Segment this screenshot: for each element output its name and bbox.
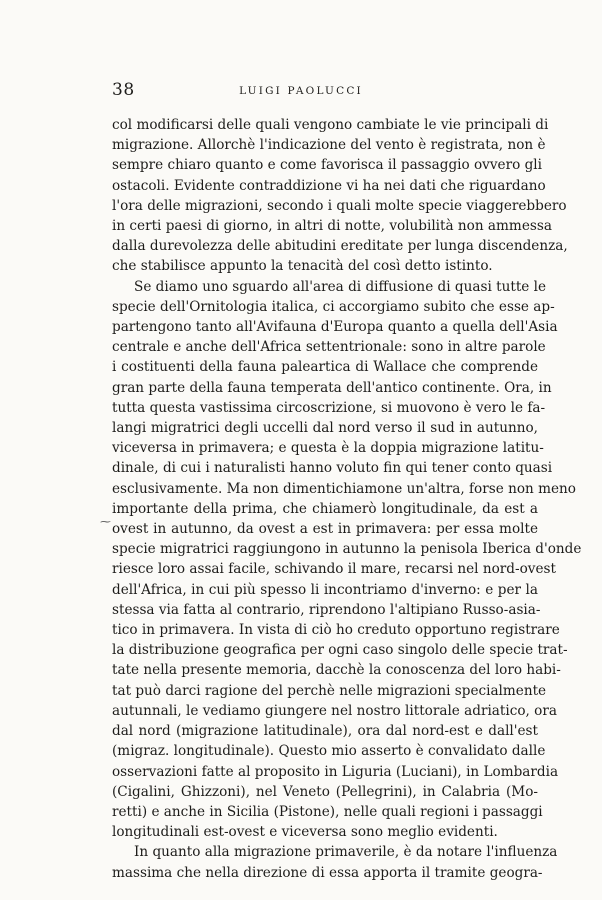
text-line: tutta questa vastissima circoscrizione, si muovono è vero le fa-: [112, 399, 546, 416]
text-line: massima che nella direzione di essa apporta il tramite geogra-: [112, 864, 543, 881]
text-line: retti) e anche in Sicilia (Pistone), nelle quali regioni i passaggi: [112, 803, 543, 820]
text-line: Se diamo uno sguardo all'area di diffusione di quasi tutte le: [134, 278, 547, 295]
text-line: autunnali, le vediamo giungere nel nostro littorale adriatico, ora: [112, 702, 557, 719]
text-line: sempre chiaro quanto e come favorisca il passaggio ovvero gli: [112, 157, 542, 174]
text-line: specie migratrici raggiungono in autunno la penisola Iberica d'onde: [112, 541, 582, 558]
text-line: centrale e anche dell'Africa settentrionale: sono in altre parole: [112, 339, 546, 356]
text-line: la distribuzione geografica per ogni caso singolo delle specie trat-: [112, 642, 568, 659]
text-line: osservazioni fatte al proposito in Liguria (Luciani), in Lombardia: [112, 763, 559, 780]
text-line: che stabilisce appunto la tenacità del così detto istinto.: [112, 258, 493, 275]
text-line: tate nella presente memoria, dacchè la conoscenza del loro habi-: [112, 662, 561, 679]
text-line: (migraz. longitudinale). Questo mio asserto è convalidato dalle: [112, 743, 546, 760]
margin-mark: ⁓: [100, 515, 111, 528]
text-line: dell'Africa, in cui più spesso li incontriamo d'inverno: e per la: [112, 581, 538, 598]
text-line: tico in primavera. In vista di ciò ho creduto opportuno registrare: [112, 622, 560, 639]
running-head: LUIGI PAOLUCCI: [239, 85, 363, 97]
text-line: i costituenti della fauna paleartica di Wallace che comprende: [112, 359, 538, 376]
text-line: partengono tanto all'Avifauna d'Europa quanto a quella dell'Asia: [112, 319, 558, 336]
text-line: migrazione. Allorchè l'indicazione del vento è registrata, non è: [112, 137, 546, 154]
text-line: dalla durevolezza delle abitudini ereditate per lunga discendenza,: [112, 238, 568, 255]
text-line: riesce loro assai facile, schivando il mare, recarsi nel nord-ovest: [112, 561, 556, 578]
text-line: in certi paesi di giorno, in altri di notte, volubilità non ammessa: [112, 218, 552, 235]
text-line: specie dell'Ornitologia italica, ci accorgiamo subito che esse ap-: [112, 298, 555, 315]
text-line: importante della prima, che chiamerò longitudinale, da est a: [112, 500, 538, 517]
text-line: stessa via fatta al contrario, riprendono l'altipiano Russo-asia-: [112, 601, 541, 618]
text-line: viceversa in primavera; e questa è la doppia migrazione latitu-: [112, 440, 544, 457]
text-line: tat può darci ragione del perchè nelle migrazioni specialmente: [112, 682, 547, 699]
text-line: langi migratrici degli uccelli dal nord verso il sud in autunno,: [112, 420, 538, 437]
text-line: col modificarsi delle quali vengono cambiate le vie principali di: [112, 117, 549, 133]
text-line: l'ora delle migrazioni, secondo i quali molte specie viaggerebbero: [112, 197, 567, 214]
body-text: [112, 115, 582, 883]
text-line: longitudinali est-ovest e viceversa sono meglio evidenti.: [112, 824, 498, 841]
text-line: dinale, di cui i naturalisti hanno voluto fin qui tener conto quasi: [112, 460, 553, 477]
text-line: dal nord (migrazione latitudinale), ora dal nord-est e dall'est: [112, 723, 538, 740]
text-line: ostacoli. Evidente contraddizione vi ha nei dati che riguardano: [112, 177, 546, 194]
text-line: In quanto alla migrazione primaverile, è da notare l'influenza: [134, 844, 558, 861]
page-number: 38: [112, 80, 135, 100]
text-line: esclusivamente. Ma non dimentichiamone un'altra, forse non meno: [112, 480, 576, 497]
text-line: ovest in autunno, da ovest a est in primavera: per essa molte: [112, 521, 538, 538]
text-line: (Cigalini, Ghizzoni), nel Veneto (Pellegrini), in Calabria (Mo-: [112, 783, 538, 800]
text-line: gran parte della fauna temperata dell'antico continente. Ora, in: [112, 379, 552, 396]
